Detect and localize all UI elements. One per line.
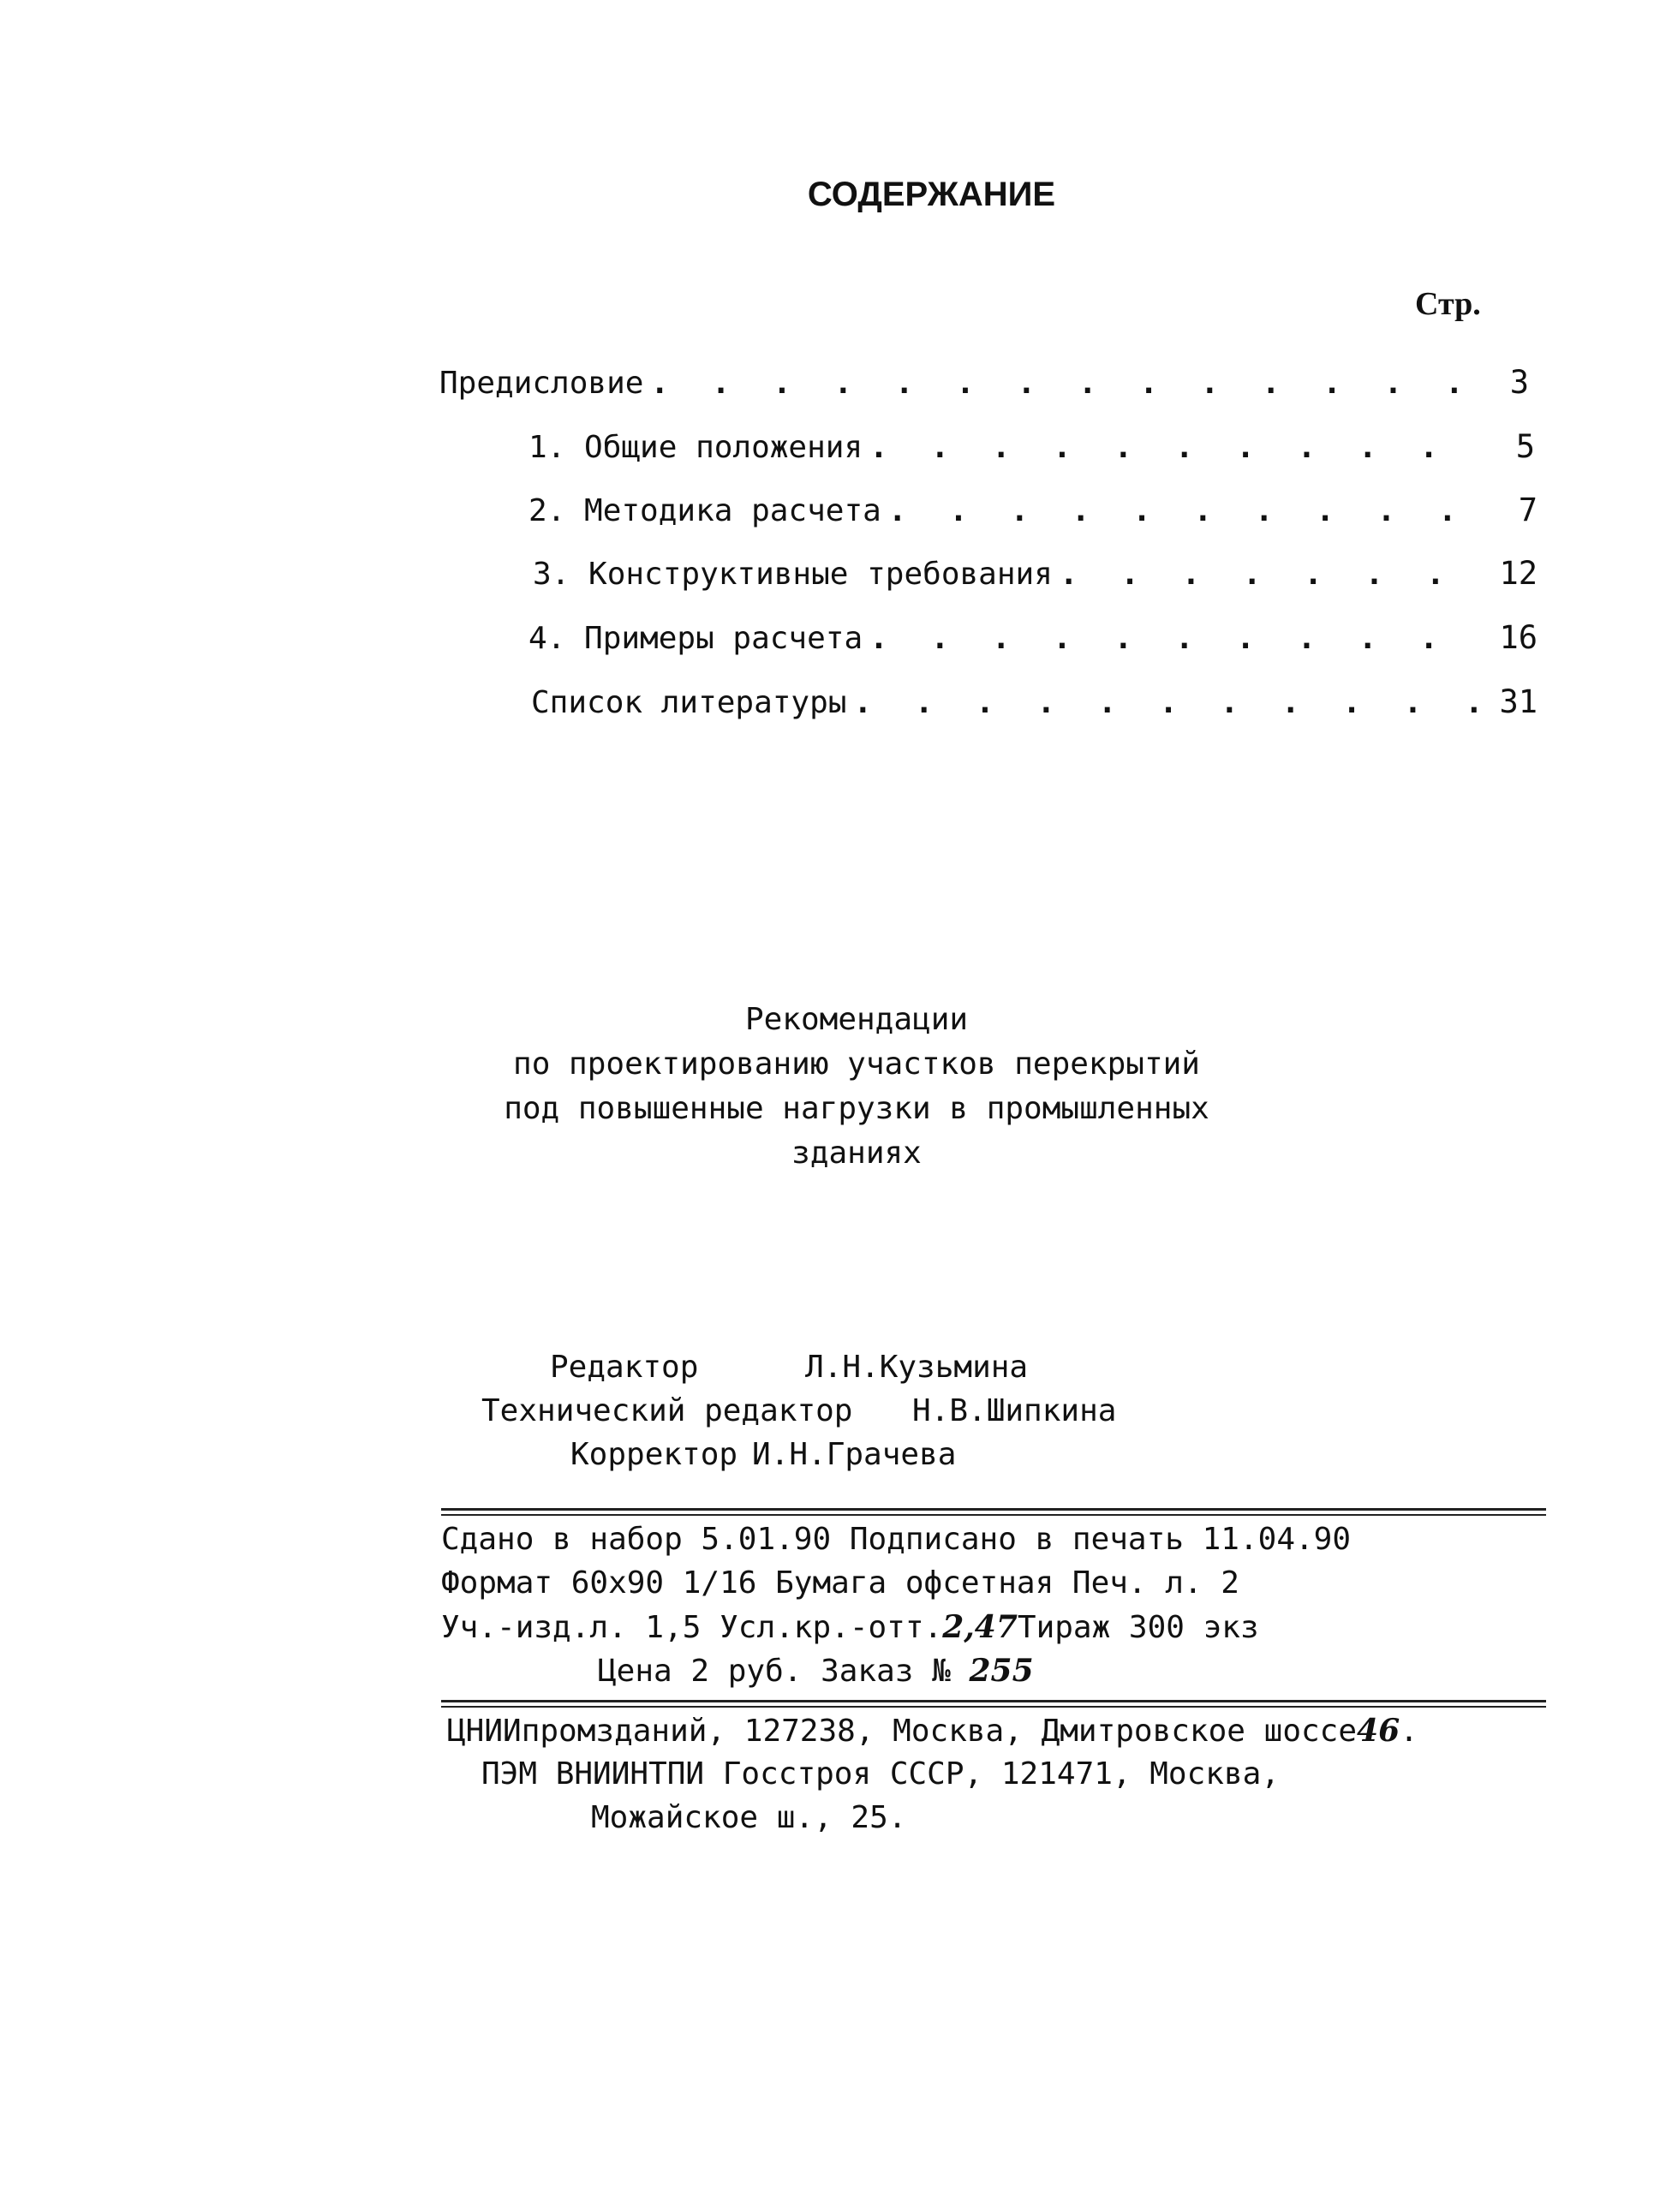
toc-entry-title: 1. Общие положения (528, 430, 863, 465)
corrector-name: И.Н.Грачева (752, 1437, 957, 1472)
tech-editor-name: Н.В.Шипкина (912, 1393, 1117, 1428)
toc-entry-page: 12 (1499, 555, 1538, 592)
address-line: Можайское ш., 25. (591, 1800, 907, 1835)
imprint-dates: Сдано в набор 5.01.90 Подписано в печать 11.04.90 (441, 1522, 1352, 1557)
publication-title-line: под повышенные нагрузки в промышленных (504, 1091, 1209, 1126)
toc-entry-page: 31 (1499, 683, 1538, 720)
toc-entry-page: 7 (1518, 492, 1538, 528)
editor-name: Л.Н.Кузьмина (805, 1350, 1029, 1385)
divider-line (441, 1508, 1546, 1511)
toc-entry-title: Предисловие (439, 366, 644, 401)
imprint-format: Формат 60х90 1/16 Бумага офсетная Печ. л. 2 (441, 1565, 1239, 1601)
handwritten-house-number: 46 (1357, 1713, 1400, 1749)
imprint-price-order (598, 1653, 1034, 1689)
toc-entry-page: 3 (1509, 364, 1529, 401)
toc-entry-references[interactable] (531, 683, 1538, 726)
imprint-print-run-prefix: Уч.-изд.л. 1,5 Усл.кр.-отт. (441, 1610, 943, 1645)
toc-leader-dots (863, 621, 1481, 656)
toc-entry-examples[interactable] (528, 619, 1538, 662)
toc-heading: СОДЕРЖАНИЕ (807, 176, 1056, 213)
toc-entry-general[interactable] (528, 428, 1535, 471)
imprint-print-run-suffix: Тираж 300 экз (1017, 1610, 1259, 1645)
toc-entry-design[interactable] (533, 555, 1538, 598)
divider-line (441, 1700, 1546, 1702)
toc-entry-page: 16 (1499, 619, 1538, 656)
tech-editor-label: Технический редактор (481, 1393, 853, 1428)
address-line-end: . (1400, 1714, 1418, 1749)
toc-entry-title: 3. Конструктивные требования (533, 557, 1053, 592)
toc-entry-title: 4. Примеры расчета (528, 621, 863, 656)
divider-line (441, 1706, 1546, 1708)
toc-leader-dots (846, 685, 1481, 720)
publication-title-line: Рекомендации (744, 1002, 969, 1037)
handwritten-order-number: 255 (969, 1653, 1034, 1689)
toc-entry-title: Список литературы (531, 685, 847, 720)
address-line (447, 1713, 1418, 1749)
toc-entry-title: 2. Методика расчета (528, 493, 881, 528)
toc-entry-page: 5 (1515, 428, 1535, 465)
publication-title-line: зданиях (791, 1136, 922, 1171)
handwritten-value: 2,47 (942, 1609, 1018, 1645)
imprint-print-run (441, 1609, 1259, 1645)
publication-title-line: по проектированию участков перекрытий (513, 1046, 1200, 1082)
toc-leader-dots (881, 493, 1481, 528)
toc-leader-dots (1053, 557, 1481, 592)
address-line-text: ЦНИИпромзданий, 127238, Москва, Дмитровское шоссе (447, 1714, 1358, 1749)
toc-leader-dots (643, 366, 1472, 401)
page-column-label: Стр. (1415, 286, 1481, 322)
address-line: ПЭМ ВНИИНТПИ Госстроя СССР, 121471, Москва, (481, 1756, 1280, 1792)
editor-label: Редактор (550, 1350, 699, 1385)
corrector-label: Корректор (570, 1437, 738, 1472)
divider-line (441, 1514, 1546, 1516)
toc-entry-method[interactable] (528, 492, 1538, 534)
toc-leader-dots (863, 430, 1478, 465)
toc-entry-preface[interactable] (439, 364, 1529, 407)
imprint-price-order-prefix: Цена 2 руб. Заказ № (598, 1654, 951, 1689)
